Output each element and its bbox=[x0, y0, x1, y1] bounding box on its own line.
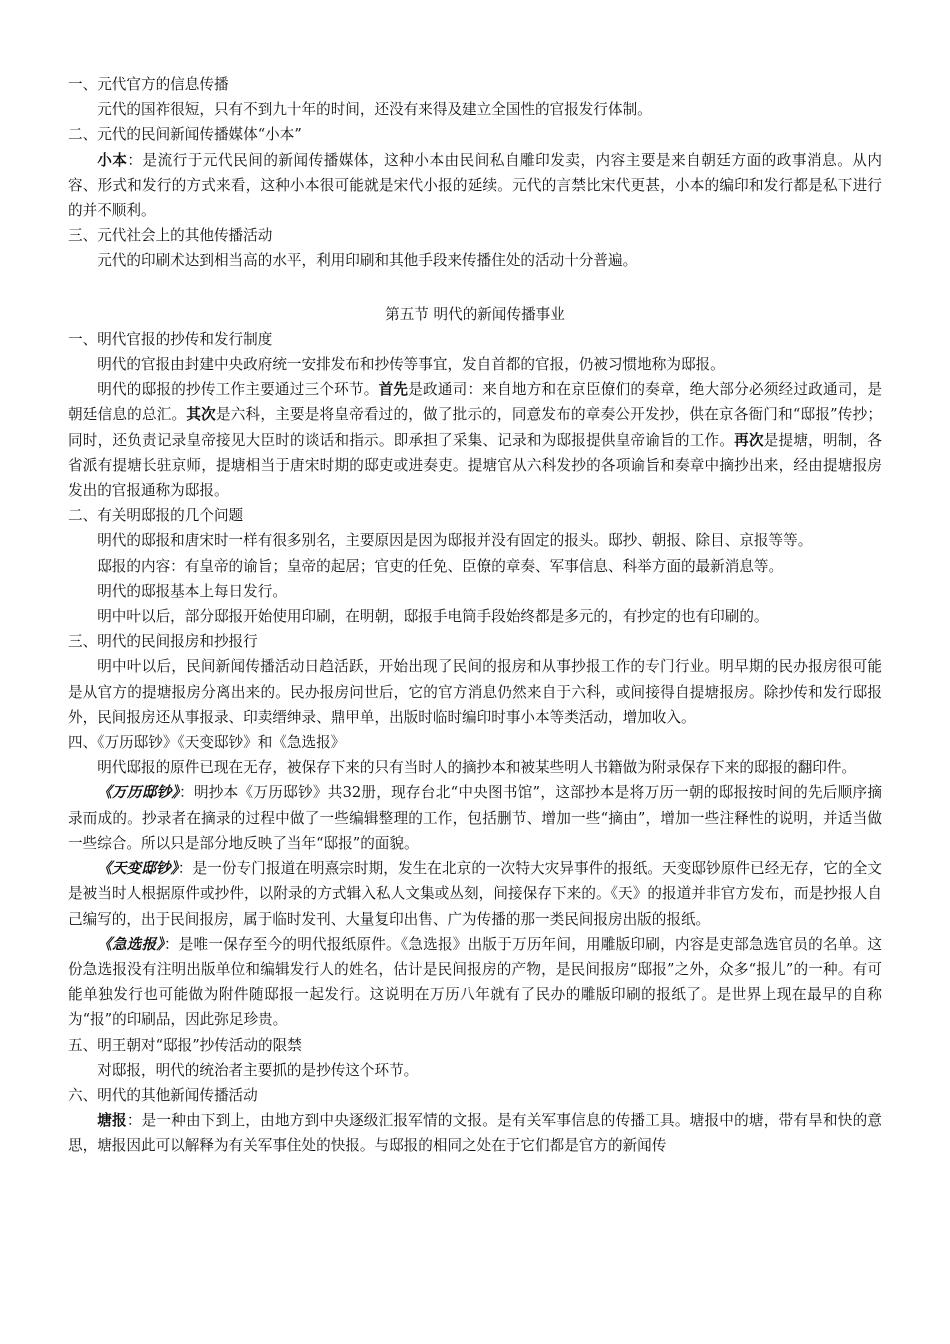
para-restrictions: 对邸报，明代的统治者主要抓的是抄传这个环节。 bbox=[97, 1061, 419, 1079]
para-wanli: 《万历邸钞》：明抄本《万历邸钞》共32册，现存台北“中央图书馆”，这部抄本是将万历一朝的邸报按时间的先后顺序摘录而成的。抄录者在摘录的过程中做了一些编辑整理的工作，包括删节、增加一些“摘由”，增加一些注释性的说明，并适当做一些综合。所以只是部分地反映了当年“邸报”的面貌。 bbox=[68, 784, 882, 852]
section-title: 第五节 明代的新闻传播事业 bbox=[385, 305, 565, 323]
heading-yuan-xiaoben: 二、元代的民间新闻传播媒体“小本” bbox=[68, 126, 302, 144]
para-ming-official: 明代的官报由封建中央政府统一安排发布和抄传等事宜，发自首都的官报，仍被习惯地称为邸报。 bbox=[97, 356, 725, 374]
para-ming-process: 明代的邸报的抄传工作主要通过三个环节。首先是政通司：来自地方和在京臣僚们的奏章，绝大部分必须经过政通司，是朝廷信息的总汇。其次是六科，主要是将皇帝看过的，做了批示的，同意发布的章奏公开发抄，供在京各衙门和“邸报”传抄；同时，还负责记录皇帝接见大臣时的谈话和指示。即承担了采集、记录和为邸报提供皇帝谕旨的工作。再次是提塘，明制，各省派有提塘长驻京师，提塘相当于唐宋时期的邸吏或进奏吏。提塘官从六科发抄的各项谕旨和奏章中摘抄出来，经由提塘报房发出的官报通称为邸报。 bbox=[68, 381, 882, 500]
term-wanli: 《万历邸钞》 bbox=[97, 784, 180, 802]
term-first: 首先 bbox=[378, 381, 409, 399]
heading-dibao-questions: 二、有关明邸报的几个问题 bbox=[68, 507, 244, 525]
term-second: 其次 bbox=[186, 406, 216, 424]
para-dibao-content: 邸报的内容：有皇帝的谕旨；皇帝的起居；官吏的任免、臣僚的章奏、军事信息、科举方面的最新消息等。 bbox=[97, 557, 784, 575]
para-dibao-daily: 明代的邸报基本上每日发行。 bbox=[97, 582, 287, 600]
xiaoben-text: ：是流行于元代民间的新闻传播媒体，这种小本由民间私自雕印发卖，内容主要是来自朝廷方面的政事消息。从内容、形式和发行的方式来看，这种小本很可能就是宋代小报的延续。元代的言禁比宋代更甚，小本的编印和发行都是私下进行的并不顺利。 bbox=[68, 151, 882, 220]
para-yuan-official: 元代的国祚很短，只有不到九十年的时间，还没有来得及建立全国性的官报发行体制。 bbox=[97, 101, 652, 119]
term-third: 再次 bbox=[734, 431, 764, 449]
para-jixuan: 《急选报》：是唯一保存至今的明代报纸原件。《急选报》出版于万历年间，用雕版印刷，内容是吏部急选官员的名单。这份急选报没有注明出版单位和编辑发行人的姓名，估计是民间报房的产物，是民间报房“邸报”之外，众多“报儿”的一种。有可能单独发行也可能做为附件随邸报一起发行。这说明在万历八年就有了民办的雕版印刷的报纸了。是世界上现在最早的自称为“报”的印刷品，因此弥足珍贵。 bbox=[68, 935, 882, 1029]
heading-three-papers: 四、《万历邸钞》《天变邸钞》和《急选报》 bbox=[68, 734, 346, 752]
para-tangbao: 塘报：是一种由下到上，由地方到中央逐级汇报军情的文报。是有关军事信息的传播工具。塘报中的塘，带有旱和快的意思，塘报因此可以解释为有关军事住处的快报。与邸报的相同之处在于它们都是官方的新闻传 bbox=[68, 1112, 882, 1155]
section-gap bbox=[68, 274, 882, 302]
heading-private-offices: 三、明代的民间报房和抄报行 bbox=[68, 633, 258, 651]
para-tianbian: 《天变邸钞》：是一份专门报道在明熹宗时期，发生在北京的一次特大灾异事件的报纸。天变邸钞原件已经无存，它的全文是被当时人根据原件或抄件，以附录的方式辑入私人文集或丛刻，间接保存下来的。《天》的报道并非官方发布，而是抄报人自己编写的，出于民间报房，属于临时发刊、大量复印出售、广为传播的那一类民间报房出版的报纸。 bbox=[68, 860, 883, 928]
term-tianbian: 《天变邸钞》 bbox=[97, 860, 178, 878]
para-originals: 明代邸报的原件已现在无存，被保存下来的只有当时人的摘抄本和被某些明人书籍做为附录保存下来的邸报的翻印件。 bbox=[97, 759, 857, 777]
heading-yuan-official: 一、元代官方的信息传播 bbox=[68, 76, 229, 93]
para-dibao-names: 明代的邸报和唐宋时一样有很多别名，主要原因是因为邸报并没有固定的报头。邸抄、朝报、除目、京报等等。 bbox=[97, 532, 813, 550]
para-private-offices: 明中叶以后，民间新闻传播活动日趋活跃，开始出现了民间的报房和从事抄报工作的专门行业。明早期的民办报房很可能是从官方的提塘报房分离出来的。民办报房问世后，它的官方消息仍然来自于六科，或间接得自提塘报房。除抄传和发行邸报外，民间报房还从事报录、印卖缙绅录、鼎甲单，出版时临时编印时事小本等类活动，增加收入。 bbox=[68, 658, 882, 726]
term-tangbao: 塘报 bbox=[97, 1112, 127, 1130]
heading-ming-official: 一、明代官报的抄传和发行制度 bbox=[68, 330, 273, 348]
para-dibao-printing: 明中叶以后，部分邸报开始使用印刷，在明朝，邸报手电筒手段始终都是多元的，有抄定的也有印刷的。 bbox=[97, 608, 769, 626]
heading-restrictions: 五、明王朝对“邸报”抄传活动的限禁 bbox=[68, 1036, 302, 1054]
document-page bbox=[68, 72, 882, 1159]
term-jixuan: 《急选报》 bbox=[97, 935, 164, 953]
heading-yuan-other: 三、元代社会上的其他传播活动 bbox=[68, 227, 273, 245]
para-yuan-other: 元代的印刷术达到相当高的水平，利用印刷和其他手段来传播住处的活动十分普遍。 bbox=[97, 252, 638, 270]
para-xiaoben bbox=[68, 148, 882, 224]
heading-other-ming: 六、明代的其他新闻传播活动 bbox=[68, 1086, 258, 1104]
term-xiaoben: 小本 bbox=[97, 151, 128, 169]
